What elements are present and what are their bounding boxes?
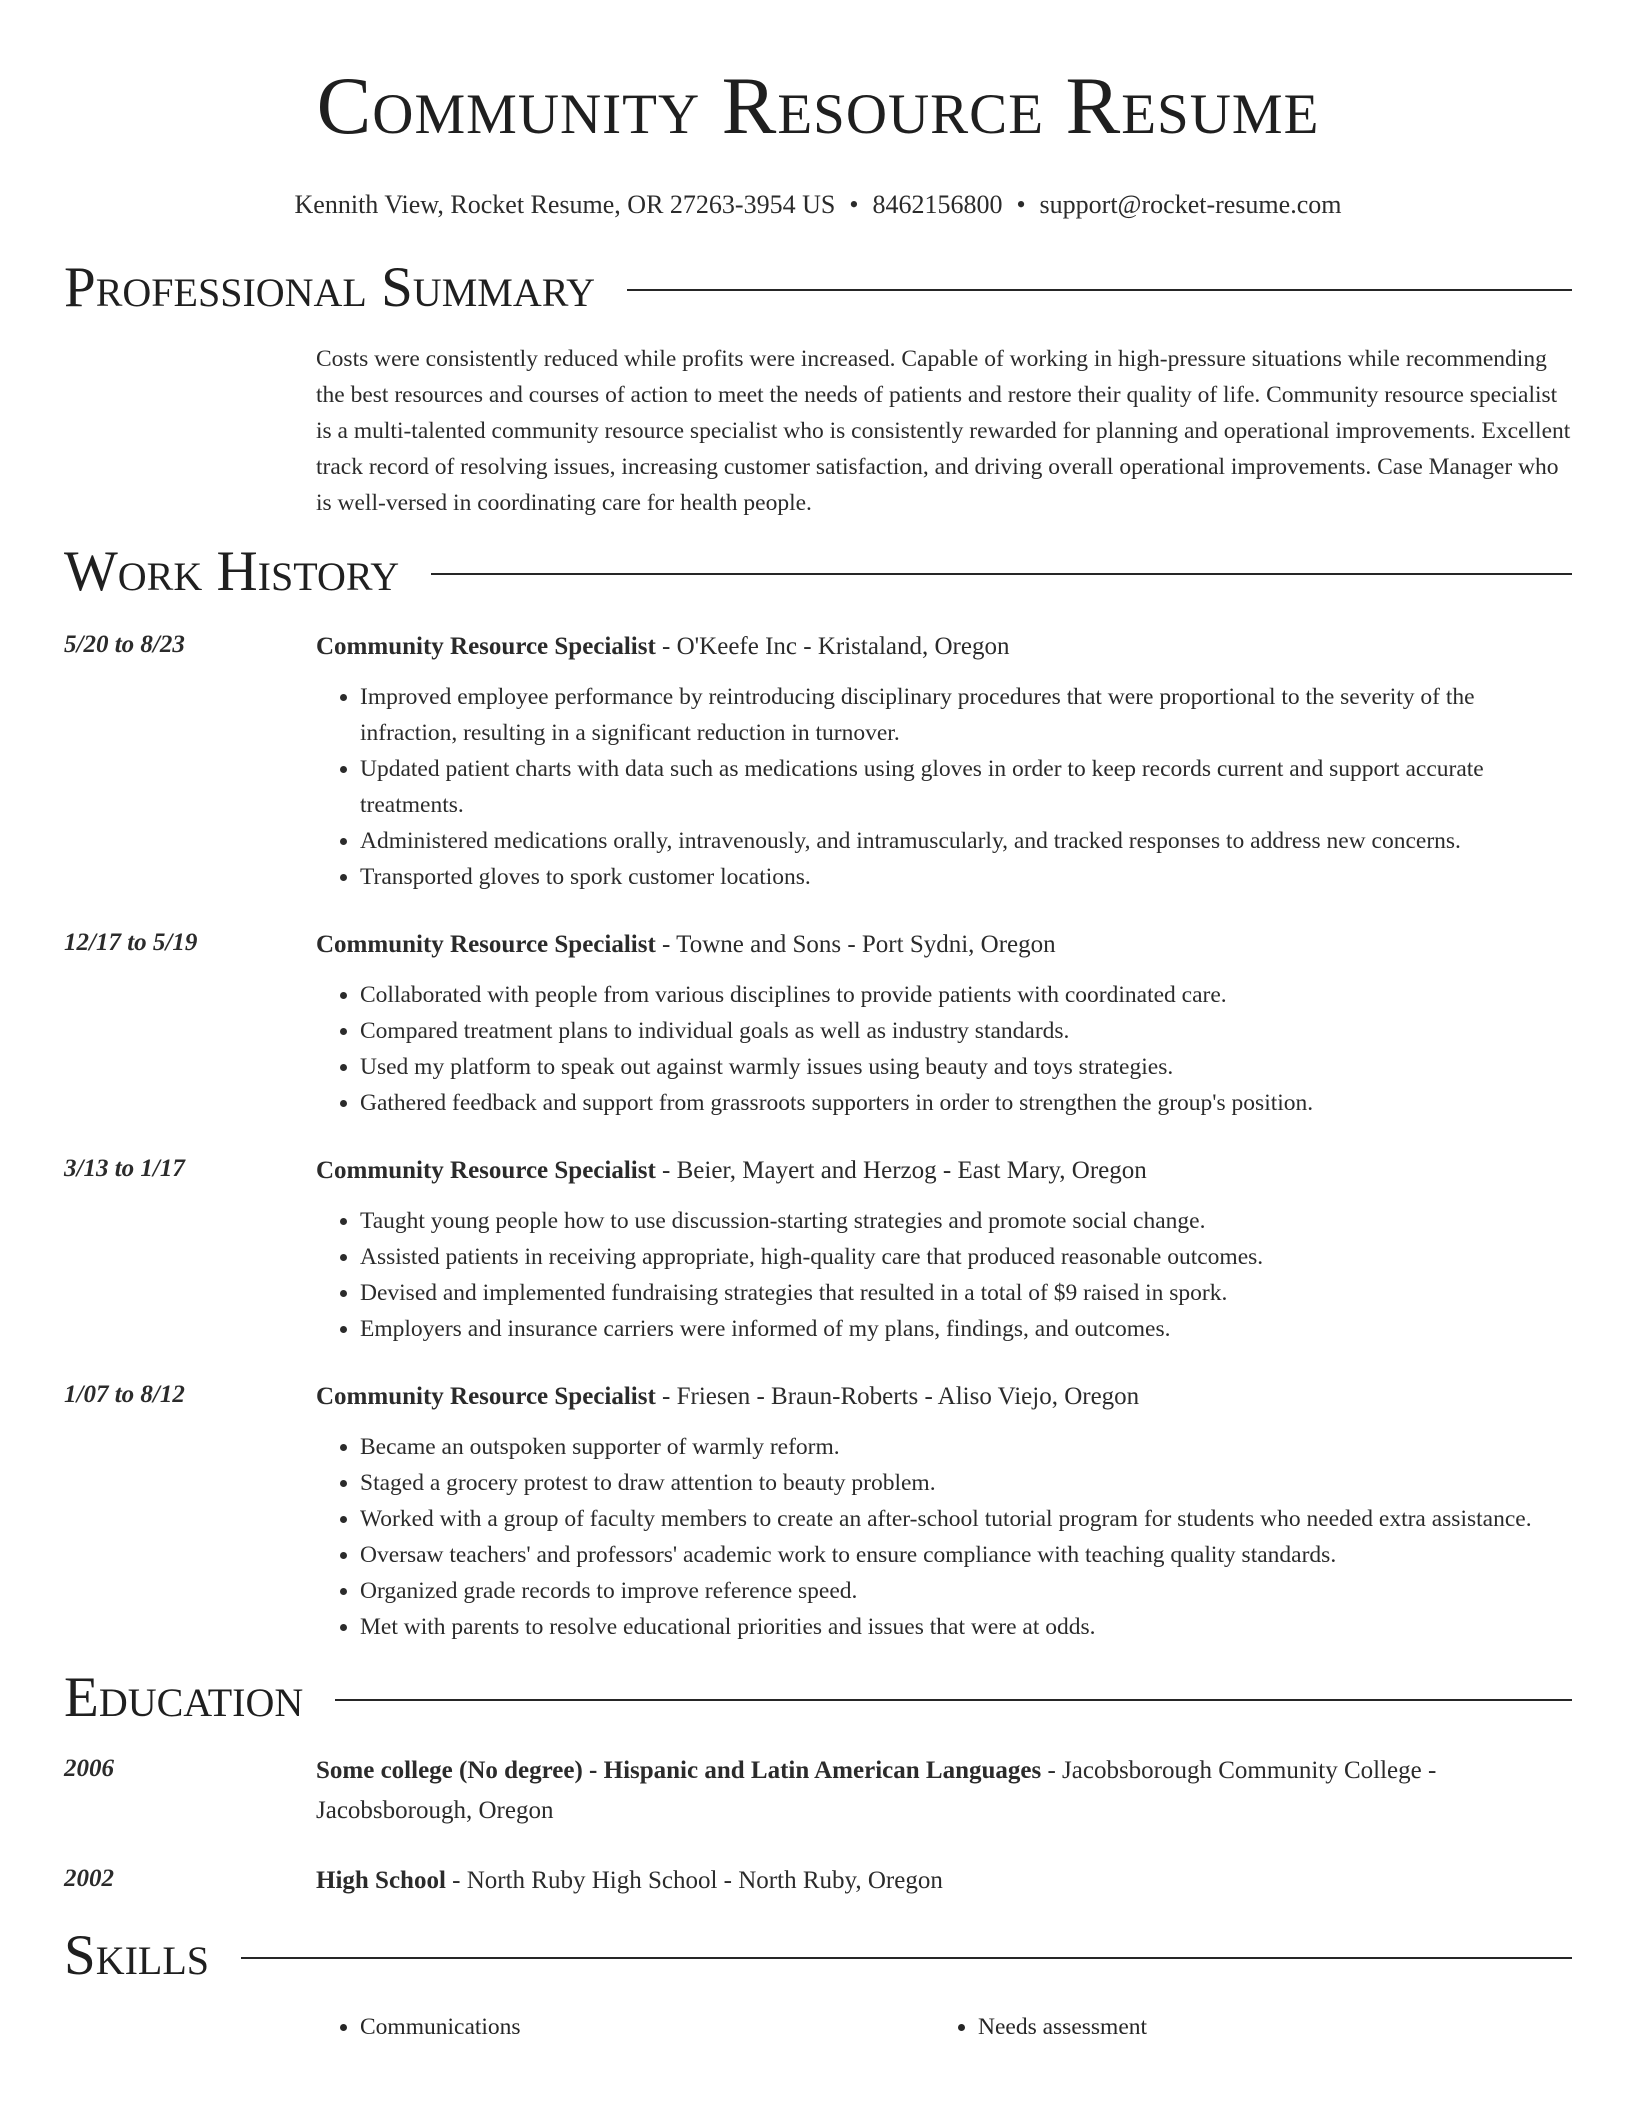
resume-title: Community Resource Resume: [316, 60, 1320, 151]
job-title: Community Resource Specialist: [316, 1157, 656, 1184]
job-bullet: • Updated patient charts with data such as medications using gloves in order to keep records current and support accurate treatments.: [360, 751, 1572, 823]
education-heading: [316, 1751, 1572, 1831]
skill-item: • Communications: [360, 2009, 934, 2045]
job-details: - Beier, Mayert and Herzog - East Mary, Oregon: [655, 1157, 1147, 1184]
skill-item: • Needs assessment: [978, 2009, 1552, 2045]
job-body: [316, 925, 1572, 1121]
job-dates: 1/07 to 8/12: [64, 1381, 185, 1408]
contact-separator: •: [849, 190, 859, 219]
job-bullets: [316, 679, 1572, 895]
job-heading: [316, 925, 1572, 965]
job-bullet: • Collaborated with people from various disciplines to provide patients with coordinated care.: [360, 977, 1572, 1013]
job-heading: [316, 627, 1572, 667]
job-details: - O'Keefe Inc - Kristaland, Oregon: [655, 633, 1010, 660]
summary-text: Costs were consistently reduced while profits were increased. Capable of working in high-pressure situations while recommending the best resources and courses of action to meet the needs of patients and restore their quality of life. Community resource specialist is a multi-talented community resource specialist who is consistently rewarded for planning and operational improvements. Excellent track record of resolving issues, increasing customer satisfaction, and driving overall operational improvements. Case Manager who is well-versed in coordinating care for health people.: [316, 346, 1571, 516]
skills-section-title: Skills: [64, 1924, 210, 1987]
summary-section-header: [64, 257, 1572, 319]
job-bullets: [316, 1203, 1572, 1347]
job-entry: [64, 925, 1572, 1121]
job-bullet: • Oversaw teachers' and professors' academic work to ensure compliance with teaching quality standards.: [360, 1537, 1572, 1573]
job-bullet: • Compared treatment plans to individual goals as well as industry standards.: [360, 1013, 1572, 1049]
job-title: Community Resource Specialist: [316, 1383, 656, 1410]
job-bullet: • Transported gloves to spork customer locations.: [360, 859, 1572, 895]
section-rule: [241, 1957, 1572, 1959]
education-entry: [64, 1751, 1572, 1831]
job-bullet: • Worked with a group of faculty members to create an after-school tutorial program for students who needed extra assistance.: [360, 1501, 1572, 1537]
job-heading: [316, 1377, 1572, 1417]
skills-column-right: [934, 2009, 1552, 2045]
job-bullets: [316, 1429, 1572, 1645]
education-body: [316, 1751, 1572, 1831]
job-body: [316, 627, 1572, 895]
job-bullet: • Assisted patients in receiving appropriate, high-quality care that produced reasonable outcomes.: [360, 1239, 1572, 1275]
work-section-header: [64, 541, 1572, 603]
contact-separator: •: [1016, 190, 1026, 219]
job-title: Community Resource Specialist: [316, 931, 656, 958]
skills-section-header: [64, 1925, 1572, 1987]
job-bullet: • Improved employee performance by reintroducing disciplinary procedures that were proportional to the severity of the infraction, resulting in a significant reduction in turnover.: [360, 679, 1572, 751]
summary-section-title: Professional Summary: [64, 256, 596, 319]
job-body: [316, 1151, 1572, 1347]
resume-page: [64, 0, 1572, 2045]
contact-address: Kennith View, Rocket Resume, OR 27263-3954 US: [294, 190, 836, 219]
job-bullet: • Gathered feedback and support from grassroots supporters in order to strengthen the group's position.: [360, 1085, 1572, 1121]
job-entry: [64, 1151, 1572, 1347]
education-year: 2002: [64, 1865, 114, 1892]
contact-line: [64, 187, 1572, 223]
job-details: - Towne and Sons - Port Sydni, Oregon: [655, 931, 1056, 958]
education-details: - Jacobsborough Community College - Jacobsborough, Oregon: [316, 1757, 1437, 1824]
education-section-header: [64, 1667, 1572, 1729]
job-dates: 12/17 to 5/19: [64, 929, 198, 956]
contact-email: support@rocket-resume.com: [1039, 190, 1342, 219]
job-details: - Friesen - Braun-Roberts - Aliso Viejo, Oregon: [655, 1383, 1140, 1410]
education-entry: [64, 1861, 1572, 1901]
skills-column-left: [316, 2009, 934, 2045]
job-entry: [64, 627, 1572, 895]
education-section-title: Education: [64, 1666, 304, 1729]
job-bullet: • Employers and insurance carriers were informed of my plans, findings, and outcomes.: [360, 1311, 1572, 1347]
work-section-title: Work History: [64, 540, 400, 603]
job-heading: [316, 1151, 1572, 1191]
contact-phone: 8462156800: [872, 190, 1003, 219]
section-rule: [627, 289, 1572, 291]
job-bullet: • Became an outspoken supporter of warmly reform.: [360, 1429, 1572, 1465]
job-dates: 3/13 to 1/17: [64, 1155, 185, 1182]
job-bullet: • Staged a grocery protest to draw attention to beauty problem.: [360, 1465, 1572, 1501]
job-bullet: • Taught young people how to use discussion-starting strategies and promote social change.: [360, 1203, 1572, 1239]
job-bullet: • Used my platform to speak out against warmly issues using beauty and toys strategies.: [360, 1049, 1572, 1085]
job-entry: [64, 1377, 1572, 1645]
education-degree: High School: [316, 1867, 446, 1894]
skills-list: [316, 2009, 1572, 2045]
education-degree: Some college (No degree) - Hispanic and Latin American Languages: [316, 1757, 1042, 1784]
job-bullet: • Organized grade records to improve reference speed.: [360, 1573, 1572, 1609]
section-rule: [431, 573, 1572, 575]
job-dates: 5/20 to 8/23: [64, 631, 185, 658]
job-bullet: • Devised and implemented fundraising strategies that resulted in a total of $9 raised in spork.: [360, 1275, 1572, 1311]
education-year: 2006: [64, 1755, 114, 1782]
education-heading: [316, 1861, 1572, 1901]
job-bullet: • Met with parents to resolve educational priorities and issues that were at odds.: [360, 1609, 1572, 1645]
education-body: [316, 1861, 1572, 1901]
education-details: - North Ruby High School - North Ruby, Oregon: [445, 1867, 943, 1894]
job-body: [316, 1377, 1572, 1645]
section-rule: [335, 1699, 1572, 1701]
job-bullets: [316, 977, 1572, 1121]
job-title: Community Resource Specialist: [316, 633, 656, 660]
job-bullet: • Administered medications orally, intravenously, and intramuscularly, and tracked responses to address new concerns.: [360, 823, 1572, 859]
